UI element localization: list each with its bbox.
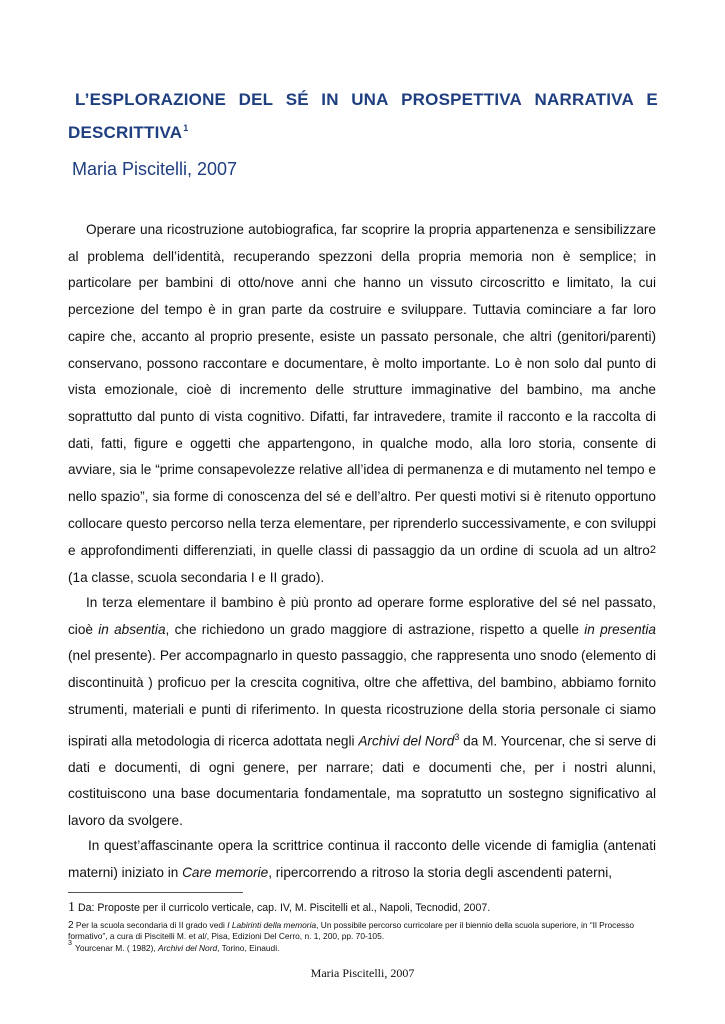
- title-word: E: [646, 90, 658, 109]
- italic-title: I Labirinti della memoria: [227, 920, 317, 930]
- italic-title: Archivi del Nord: [158, 943, 218, 953]
- footnote-1: [68, 900, 658, 916]
- title-word: IN: [321, 90, 339, 109]
- footnote-divider: [68, 892, 243, 893]
- paragraph-text: , che richiedono un grado maggiore di astrazione, rispetto a quelle: [165, 621, 585, 637]
- paragraph-text: (nel presente). Per accompagnarlo in questo passaggio, che rappresenta uno snodo (elemento di discontinuità ) proficuo per la crescita cognitiva, oltre che affettiva, del bambino, abbiamo fornito strumenti, materiali e punti di riferimento. In questa ricostruzione della storia personale ci siamo ispirati alla metodologia di ricerca adottata negli: [68, 648, 656, 749]
- footnote-text: , Un possibile percorso curricolare per il biennio della scuola superiore, in “Il Processo formativo”, a cura di Piscitelli M. et al/, Pisa, Edizioni Del Cerro, n. 1, 200, pp. 70-105.: [68, 920, 635, 941]
- footnote-2: [68, 920, 658, 942]
- title-word: DEL: [238, 90, 274, 109]
- footnote-text: Per la scuola secondaria di II grado vedi: [75, 920, 228, 930]
- italic-term: in presentia: [584, 621, 656, 637]
- italic-term: in absentia: [98, 621, 166, 637]
- title-word: L’ESPLORAZIONE: [75, 90, 227, 109]
- paragraph-text: In quest’affascinante opera la scrittrice continua il racconto delle vicende di famiglia (antenati materni) iniziato in: [68, 838, 656, 880]
- italic-title: Archivi del Nord: [358, 733, 455, 749]
- footnote-text: , Torino, Einaudi.: [217, 943, 280, 953]
- author-line: Maria Piscitelli, 2007: [72, 159, 238, 179]
- footnote-ref: 3: [454, 731, 460, 742]
- footnote-number: 1: [68, 900, 75, 915]
- title-footnote-ref: 1: [183, 123, 189, 134]
- footnote-3: [68, 940, 665, 953]
- paragraph-3: [68, 833, 656, 886]
- paragraph-text: , ripercorrendo a ritroso la storia degli ascendenti paterni,: [268, 864, 613, 880]
- title-line-2: [68, 123, 658, 143]
- paragraph-text: Operare una ricostruzione autobiografica, far scoprire la propria appartenenza e sensibilizzare al problema dell’identità, recuperando spezzoni della propria memoria non è semplice; in particolare per bambini di otto/nove anni che hanno un vissuto circoscritto e limitato, la cui percezione del tempo è in gran parte da costruire e sviluppare. Tuttavia cominciare a far loro capire che, accanto al proprio presente, esiste un passato personale, che altri (genitori/parenti) conservano, possono raccontare e documentare, è molto importante. Lo è non solo dal punto di vista emozionale, cioè di incremento delle strutture immaginative del bambino, ma anche soprattutto dal punto di vista cognitivo. Difatti, far intravedere, tramite il racconto e la raccolta di dati, fatti, figure e oggetti che appartengono, in qualche modo, alla loro storia, consente di avviare, sia le “prime consapevolezze relative all’idea di permanenza e di mutamento nel tempo e nello spazio”, sia forme di conoscenza del sé e dell’altro. Per questi motivi si è ritenuto opportuno collocare questo percorso nella terza elementare, per riprenderlo successivamente, e con sviluppi e approfondimenti differenziati, in quelle classi di passaggio da un ordine di scuola ad un altro: [68, 222, 656, 559]
- paragraph-text: (1a classe, scuola secondaria I e II grado).: [68, 570, 325, 586]
- paragraph-2: [68, 590, 656, 835]
- page-footer: Maria Piscitelli, 2007: [310, 966, 415, 980]
- paragraph-text: da M. Yourcenar, che si serve di dati e documenti, di ogni genere, per narrare; dati e documenti che, per i nostri alunni, costituiscono una base documentaria fondamentale, ma sopratutto un sostegno significativo al lavoro da svolgere.: [68, 733, 656, 829]
- footnote-text: Da: Proposte per il curricolo verticale, cap. IV, M. Piscitelli et al., Napoli, Tecnodid, 2007.: [78, 902, 491, 914]
- title-word: DESCRITTIVA: [68, 123, 183, 142]
- paragraph-1: [68, 217, 656, 592]
- footnote-text: Yourcenar M. ( 1982),: [75, 943, 159, 953]
- title-word: NARRATIVA: [534, 90, 634, 109]
- title-word: UNA: [351, 90, 389, 109]
- footnote-number: 3: [68, 940, 72, 947]
- paragraph-text: In terza elementare il bambino è più pronto ad operare forme esplorative del sé nel passato, cioè: [68, 595, 656, 637]
- footnote-number: 2: [68, 920, 74, 931]
- title-line-1: [75, 90, 658, 110]
- footnote-ref: 2: [649, 544, 656, 557]
- title-word: SÉ: [285, 90, 309, 109]
- title-word: PROSPETTIVA: [401, 90, 523, 109]
- italic-title: Care memorie: [182, 864, 269, 880]
